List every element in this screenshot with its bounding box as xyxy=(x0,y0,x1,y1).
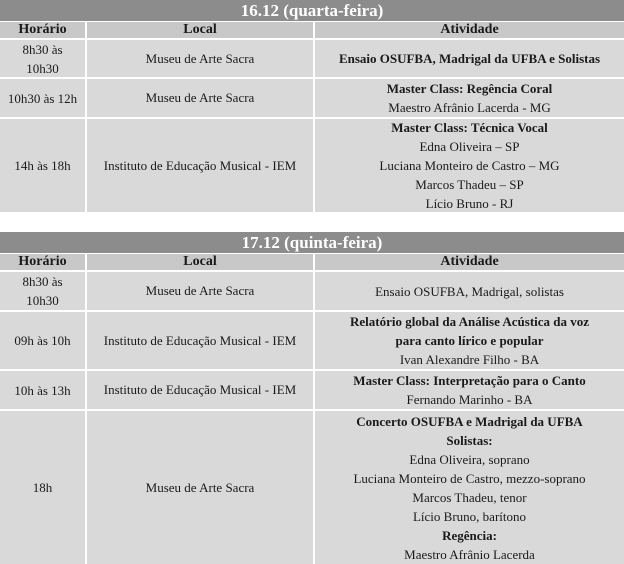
atividade-line: para canto lírico e popular xyxy=(395,333,544,348)
cell-horario xyxy=(0,272,87,310)
header-atividade: Atividade xyxy=(440,22,499,37)
atividade-line: Edna Oliveira – SP xyxy=(419,139,520,154)
table-row xyxy=(0,371,624,411)
atividade-line: Regência: xyxy=(442,527,497,543)
cell-horario xyxy=(0,312,87,369)
cell-horario xyxy=(0,40,87,77)
cell-horario xyxy=(0,371,87,409)
atividade-line: Lício Bruno, barítono xyxy=(412,508,526,524)
atividade-line: Solistas: xyxy=(446,432,493,448)
cell-local: Instituto de Educação Musical - IEM xyxy=(87,312,315,369)
header-atividade: Atividade xyxy=(440,254,499,269)
header-horario: Horário xyxy=(0,254,87,270)
horario-line: 09h às 10h xyxy=(14,333,71,348)
atividade-line: Fernando Marinho - BA xyxy=(406,392,533,407)
atividade-line: Relatório global da Análise Acústica da voz xyxy=(349,314,590,329)
horario-line: 10h30 xyxy=(26,60,59,76)
horario-line: 10h30 xyxy=(26,293,59,308)
atividade-line: Marcos Thadeu, tenor xyxy=(412,489,527,505)
atividade-line: Lício Bruno - RJ xyxy=(425,196,514,211)
cell-local: Museu de Arte Sacra xyxy=(87,272,315,310)
cell-atividade xyxy=(315,79,624,117)
horario-line: 14h às 18h xyxy=(14,158,71,173)
header-local: Local xyxy=(87,254,315,270)
table-header xyxy=(0,22,624,40)
table-row xyxy=(0,411,624,564)
cell-atividade xyxy=(315,312,624,369)
atividade-line: Ensaio OSUFBA, Madrigal da UFBA e Solistas xyxy=(338,51,601,66)
table-row xyxy=(0,79,624,119)
table-row xyxy=(0,40,624,79)
horario-line: 10h30 às 12h xyxy=(7,90,78,106)
day-title: 17.12 (quinta-feira) xyxy=(0,232,624,254)
schedule-day-1 xyxy=(0,0,624,214)
schedule-day-2 xyxy=(0,232,624,564)
horario-line: 8h30 às xyxy=(22,41,63,57)
atividade-line: Maestro Afrânio Lacerda xyxy=(404,546,535,562)
atividade-line: Luciana Monteiro de Castro – MG xyxy=(379,158,560,173)
atividade-line: Luciana Monteiro de Castro, mezzo-soprano xyxy=(353,470,586,486)
table-header xyxy=(0,254,624,272)
atividade-line: Edna Oliveira, soprano xyxy=(409,451,530,467)
atividade-line: Ensaio OSUFBA, Madrigal, solistas xyxy=(375,283,564,299)
cell-atividade xyxy=(315,119,624,212)
cell-atividade xyxy=(315,371,624,409)
cell-local: Instituto de Educação Musical - IEM xyxy=(87,119,315,212)
header-horario: Horário xyxy=(0,22,87,38)
cell-atividade xyxy=(315,411,624,564)
cell-local: Museu de Arte Sacra xyxy=(87,40,315,77)
table-row xyxy=(0,119,624,214)
atividade-line: Master Class: Técnica Vocal xyxy=(391,120,548,135)
day-title: 16.12 (quarta-feira) xyxy=(0,0,624,22)
atividade-line: Maestro Afrânio Lacerda - MG xyxy=(388,100,551,115)
atividade-line: Marcos Thadeu – SP xyxy=(415,177,524,192)
horario-line: 10h às 13h xyxy=(14,382,71,398)
cell-local: Museu de Arte Sacra xyxy=(87,411,315,564)
atividade-line: Master Class: Interpretação para o Canto xyxy=(353,373,586,388)
cell-atividade xyxy=(315,272,624,310)
table-row xyxy=(0,312,624,371)
cell-local: Instituto de Educação Musical - IEM xyxy=(87,371,315,409)
atividade-line: Ivan Alexandre Filho - BA xyxy=(399,352,540,367)
cell-atividade xyxy=(315,40,624,77)
atividade-line: Master Class: Regência Coral xyxy=(386,81,553,96)
horario-line: 18h xyxy=(32,480,53,495)
cell-horario xyxy=(0,411,87,564)
atividade-line: Concerto OSUFBA e Madrigal da UFBA xyxy=(356,413,583,429)
header-local: Local xyxy=(87,22,315,38)
cell-horario xyxy=(0,79,87,117)
cell-horario xyxy=(0,119,87,212)
table-row xyxy=(0,272,624,312)
cell-local: Museu de Arte Sacra xyxy=(87,79,315,117)
horario-line: 8h30 às xyxy=(22,274,63,289)
